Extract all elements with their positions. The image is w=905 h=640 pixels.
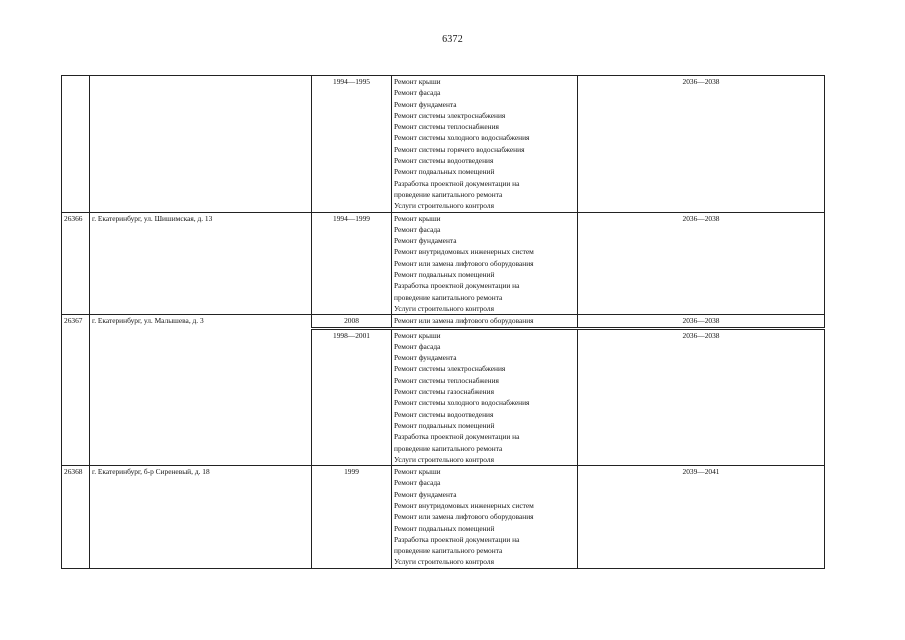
work-item: Ремонт фундамента	[394, 353, 457, 363]
work-item: Ремонт системы водоотведения	[394, 156, 494, 166]
row-year: 1994—1999	[312, 212, 392, 315]
table-row	[62, 466, 825, 569]
work-item: Ремонт внутридомовых инженерных систем	[394, 247, 534, 257]
work-item: Ремонт подвальных помещений	[394, 420, 495, 430]
work-item: проведение капитального ремонта	[394, 546, 503, 556]
row-period: 2039—2041	[578, 466, 825, 569]
row-number: 26366	[62, 212, 90, 315]
row-address: г. Екатеринбург, ул. Малышева, д. 3	[90, 315, 312, 466]
work-item: Ремонт системы горячего водоснабжения	[394, 144, 525, 154]
row-year: 1994—1995	[312, 76, 392, 213]
table-row	[62, 76, 825, 213]
row-works	[392, 466, 578, 569]
work-item: Ремонт фундамента	[394, 489, 457, 499]
work-item: Ремонт системы теплоснабжения	[394, 375, 499, 385]
work-item: Ремонт подвальных помещений	[394, 523, 495, 533]
row-works	[392, 328, 578, 466]
work-item: Ремонт крыши	[394, 213, 441, 223]
work-item: Ремонт или замена лифтового оборудования	[394, 316, 534, 326]
work-item: Разработка проектной документации на	[394, 178, 520, 188]
row-period: 2036—2038	[578, 212, 825, 315]
work-item: Ремонт или замена лифтового оборудования	[394, 512, 534, 522]
work-item: Разработка проектной документации на	[394, 534, 520, 544]
work-item: Ремонт фундамента	[394, 236, 457, 246]
work-item: Услуги строительного контроля	[394, 557, 494, 567]
row-number: 26368	[62, 466, 90, 569]
row-number: 26367	[62, 315, 90, 466]
work-item: Ремонт системы газоснабжения	[394, 387, 494, 397]
row-address: г. Екатеринбург, ул. Шишимская, д. 13	[90, 212, 312, 315]
work-item: Разработка проектной документации на	[394, 432, 520, 442]
table-row	[62, 212, 825, 315]
row-address	[90, 76, 312, 213]
work-item: Ремонт внутридомовых инженерных систем	[394, 500, 534, 510]
work-item: Ремонт крыши	[394, 467, 441, 477]
work-item: Разработка проектной документации на	[394, 281, 520, 291]
work-item: Ремонт фасада	[394, 478, 441, 488]
work-item: Ремонт фасада	[394, 341, 441, 351]
work-item: Ремонт системы водоотведения	[394, 409, 494, 419]
work-item: Ремонт системы теплоснабжения	[394, 122, 499, 132]
work-item: Ремонт или замена лифтового оборудования	[394, 258, 534, 268]
row-address: г. Екатеринбург, б-р Сиреневый, д. 18	[90, 466, 312, 569]
row-number	[62, 76, 90, 213]
work-item: Услуги строительного контроля	[394, 454, 494, 464]
work-item: Ремонт крыши	[394, 330, 441, 340]
row-year: 1999	[312, 466, 392, 569]
work-item: Ремонт фундамента	[394, 99, 457, 109]
work-item: проведение капитального ремонта	[394, 443, 503, 453]
work-item: Ремонт подвальных помещений	[394, 167, 495, 177]
work-item: Ремонт системы электроснабжения	[394, 364, 506, 374]
page-number: 6372	[442, 34, 463, 45]
row-year: 1998—2001	[312, 328, 392, 466]
row-year: 2008	[312, 315, 392, 328]
work-item: проведение капитального ремонта	[394, 292, 503, 302]
row-works	[392, 212, 578, 315]
work-item: Ремонт фасада	[394, 88, 441, 98]
work-item: проведение капитального ремонта	[394, 189, 503, 199]
work-item: Ремонт подвальных помещений	[394, 270, 495, 280]
work-item: Ремонт системы холодного водоснабжения	[394, 398, 530, 408]
row-works	[392, 315, 578, 328]
work-item: Ремонт фасада	[394, 224, 441, 234]
repair-schedule-table	[61, 75, 825, 569]
work-item: Услуги строительного контроля	[394, 303, 494, 313]
work-item: Ремонт системы холодного водоснабжения	[394, 133, 530, 143]
row-period: 2036—2038	[578, 328, 825, 466]
row-period: 2036—2038	[578, 315, 825, 328]
row-works	[392, 76, 578, 213]
work-item: Ремонт крыши	[394, 77, 441, 86]
work-item: Услуги строительного контроля	[394, 201, 494, 211]
table-row	[62, 315, 825, 328]
row-period: 2036—2038	[578, 76, 825, 213]
work-item: Ремонт системы электроснабжения	[394, 110, 506, 120]
